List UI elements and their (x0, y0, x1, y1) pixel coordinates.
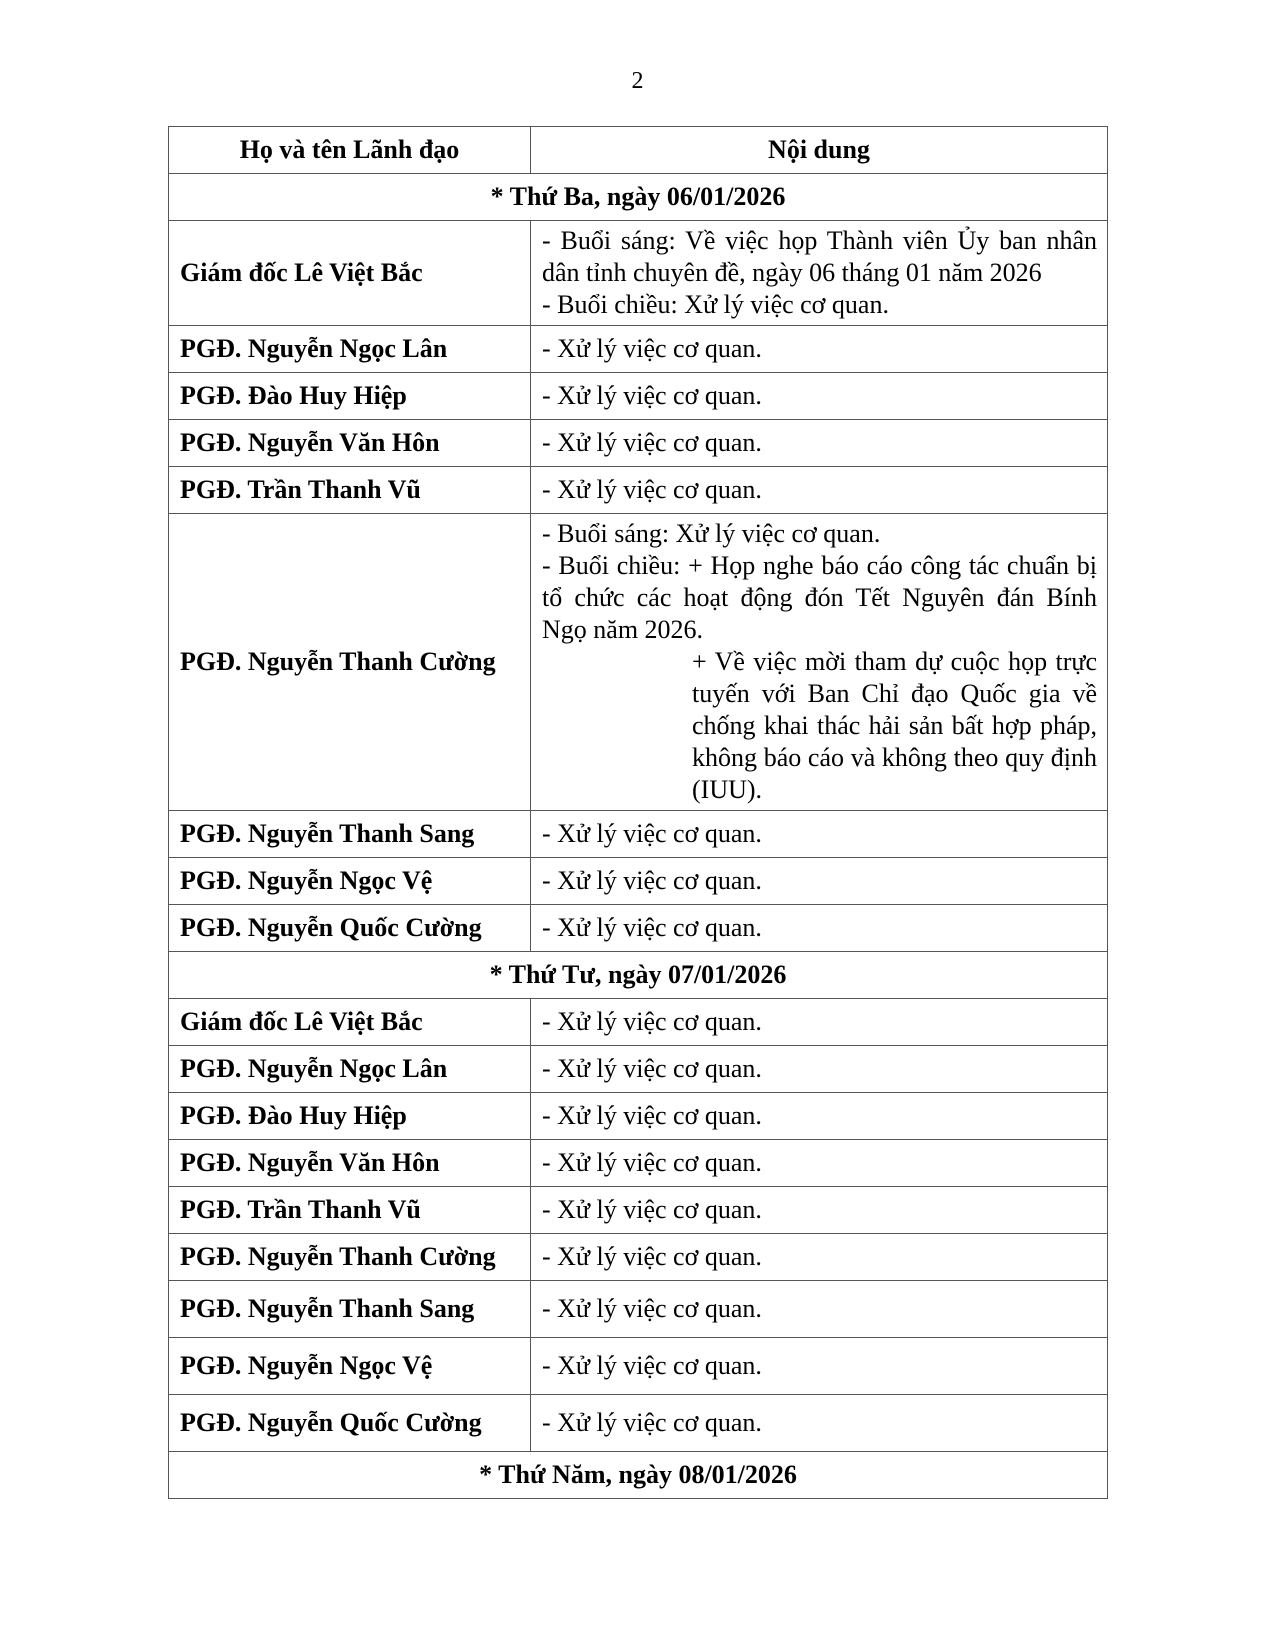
schedule-content (531, 467, 1108, 514)
schedule-content (531, 1234, 1108, 1281)
content-line: - Xử lý việc cơ quan. (542, 381, 762, 410)
table-row (169, 514, 1108, 811)
table-row (169, 373, 1108, 420)
table-row (169, 1234, 1108, 1281)
schedule-content (531, 373, 1108, 420)
day-row (169, 952, 1108, 999)
content-line: - Xử lý việc cơ quan. (542, 334, 762, 363)
content-line: - Buổi chiều: Xử lý việc cơ quan. (542, 290, 889, 319)
leader-name: PGĐ. Nguyễn Quốc Cường (169, 905, 531, 952)
schedule-content (531, 326, 1108, 373)
content-line: - Xử lý việc cơ quan. (542, 1101, 762, 1130)
schedule-content (531, 1281, 1108, 1338)
schedule-body (169, 174, 1108, 1499)
schedule-content (531, 1046, 1108, 1093)
day-label: * Thứ Tư, ngày 07/01/2026 (169, 952, 1108, 999)
day-row (169, 174, 1108, 221)
table-header-row (169, 127, 1108, 174)
leader-name: PGĐ. Nguyễn Thanh Sang (169, 811, 531, 858)
schedule-content (531, 1093, 1108, 1140)
header-content: Nội dung (531, 127, 1108, 174)
leader-name: PGĐ. Nguyễn Thanh Cường (169, 514, 531, 811)
content-line: - Xử lý việc cơ quan. (542, 1242, 762, 1271)
page-number: 2 (631, 68, 644, 94)
leader-name: PGĐ. Nguyễn Quốc Cường (169, 1395, 531, 1452)
table-row (169, 1093, 1108, 1140)
leader-name: PGĐ. Nguyễn Thanh Sang (169, 1281, 531, 1338)
leader-name: PGĐ. Nguyễn Văn Hôn (169, 1140, 531, 1187)
content-line: - Xử lý việc cơ quan. (542, 1007, 762, 1036)
schedule-content (531, 221, 1108, 326)
table-row (169, 1338, 1108, 1395)
leader-name: PGĐ. Đào Huy Hiệp (169, 1093, 531, 1140)
table-row (169, 467, 1108, 514)
leader-name: PGĐ. Nguyễn Văn Hôn (169, 420, 531, 467)
table-row (169, 1046, 1108, 1093)
content-line: + Về việc mời tham dự cuộc họp trực tuyến với Ban Chỉ đạo Quốc gia về chống khai thác hải sản bất hợp pháp, không báo cáo và không theo quy định (IUU). (692, 647, 1097, 804)
content-line: - Xử lý việc cơ quan. (542, 1195, 762, 1224)
content-line: - Buổi sáng: Xử lý việc cơ quan. (542, 519, 881, 548)
schedule-content (531, 1187, 1108, 1234)
content-line: - Xử lý việc cơ quan. (542, 1408, 762, 1437)
leader-name: Giám đốc Lê Việt Bắc (169, 999, 531, 1046)
leader-name: PGĐ. Nguyễn Ngọc Lân (169, 1046, 531, 1093)
content-line: - Xử lý việc cơ quan. (542, 1351, 762, 1380)
day-row (169, 1452, 1108, 1499)
content-line: - Xử lý việc cơ quan. (542, 428, 762, 457)
table-row (169, 1187, 1108, 1234)
content-line: - Xử lý việc cơ quan. (542, 1294, 762, 1323)
leader-name: Giám đốc Lê Việt Bắc (169, 221, 531, 326)
content-line: - Xử lý việc cơ quan. (542, 1148, 762, 1177)
schedule-table (168, 126, 1108, 1499)
leader-name: PGĐ. Nguyễn Ngọc Vệ (169, 1338, 531, 1395)
schedule-content (531, 811, 1108, 858)
table-row (169, 420, 1108, 467)
schedule-content (531, 999, 1108, 1046)
table-row (169, 1140, 1108, 1187)
table-row (169, 221, 1108, 326)
content-line: - Xử lý việc cơ quan. (542, 819, 762, 848)
schedule-content (531, 858, 1108, 905)
table-row (169, 999, 1108, 1046)
header-leader-name: Họ và tên Lãnh đạo (169, 127, 531, 174)
schedule-content (531, 1338, 1108, 1395)
leader-name: PGĐ. Trần Thanh Vũ (169, 1187, 531, 1234)
table-row (169, 858, 1108, 905)
content-line: - Xử lý việc cơ quan. (542, 1054, 762, 1083)
table-row (169, 905, 1108, 952)
schedule-content (531, 420, 1108, 467)
table-row (169, 326, 1108, 373)
content-line: - Xử lý việc cơ quan. (542, 866, 762, 895)
schedule-content (531, 514, 1108, 811)
schedule-content (531, 905, 1108, 952)
leader-name: PGĐ. Trần Thanh Vũ (169, 467, 531, 514)
day-label: * Thứ Năm, ngày 08/01/2026 (169, 1452, 1108, 1499)
schedule-content (531, 1140, 1108, 1187)
table-row (169, 811, 1108, 858)
leader-name: PGĐ. Đào Huy Hiệp (169, 373, 531, 420)
content-line: - Buổi sáng: Về việc họp Thành viên Ủy ban nhân dân tỉnh chuyên đề, ngày 06 tháng 01 năm 2026 (542, 226, 1097, 287)
table-row (169, 1395, 1108, 1452)
leader-name: PGĐ. Nguyễn Ngọc Lân (169, 326, 531, 373)
content-line: - Xử lý việc cơ quan. (542, 475, 762, 504)
table-row (169, 1281, 1108, 1338)
leader-name: PGĐ. Nguyễn Ngọc Vệ (169, 858, 531, 905)
content-line: - Buổi chiều: + Họp nghe báo cáo công tác chuẩn bị tổ chức các hoạt động đón Tết Nguyên đán Bính Ngọ năm 2026. (542, 551, 1097, 644)
content-line: - Xử lý việc cơ quan. (542, 913, 762, 942)
day-label: * Thứ Ba, ngày 06/01/2026 (169, 174, 1108, 221)
schedule-content (531, 1395, 1108, 1452)
leader-name: PGĐ. Nguyễn Thanh Cường (169, 1234, 531, 1281)
